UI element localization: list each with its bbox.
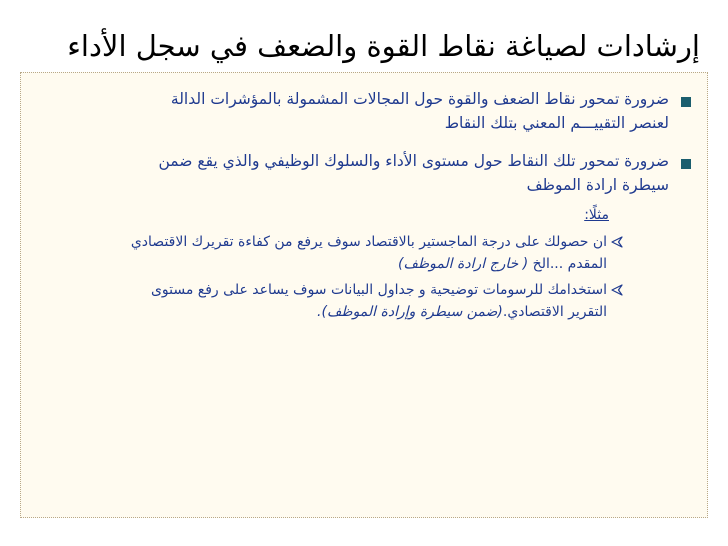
example-item-1 [23,231,623,275]
example-2-line-2-text: التقرير الاقتصادي. [502,304,607,320]
arrow-bullet-icon [611,236,623,248]
example-text-2 [23,279,623,323]
arrow-bullet-icon [611,284,623,296]
example-2-line-1: استخدامك للرسومات توضيحية و جداول البيانات سوف يساعد على رفع مستوى [150,282,607,298]
bullet-item-2 [23,149,691,197]
slide-title: إرشادات لصياغة نقاط القوة والضعف في سجل الأداء [67,29,700,63]
bullet-1-line-2: لعنصر التقييـــم المعني بتلك النقاط [444,114,669,132]
example-label: مثلًا: [584,207,609,223]
bullet-text-1 [23,87,691,135]
square-bullet-icon [681,159,691,169]
example-1-line-2-text: المقدم ...الخ [528,256,607,272]
bullet-text-2 [23,149,691,197]
content-box [20,72,708,518]
bullet-2-line-2: سيطرة ارادة الموظف [526,176,669,194]
example-1-line-1: ان حصولك على درجة الماجستير بالاقتصاد سوف يرفع من كفاءة تقريرك الاقتصادي [130,234,607,250]
example-2-line-2 [23,301,607,323]
square-bullet-icon [681,97,691,107]
bullet-2-line-1: ضرورة تمحور تلك النقاط حول مستوى الأداء والسلوك الوظيفي والذي يقع ضمن [158,152,669,170]
example-text-1 [23,231,623,275]
example-item-2 [23,279,623,323]
bullet-item-1 [23,87,691,135]
example-2-note: (ضمن سيطرة وإرادة الموظف). [317,304,503,320]
bullet-1-line-1: ضرورة تمحور نقاط الضعف والقوة حول المجالات المشمولة بالمؤشرات الدالة [170,90,669,108]
example-1-note: ( خارج ارادة الموظف) [397,256,529,272]
example-1-line-2 [23,253,607,275]
